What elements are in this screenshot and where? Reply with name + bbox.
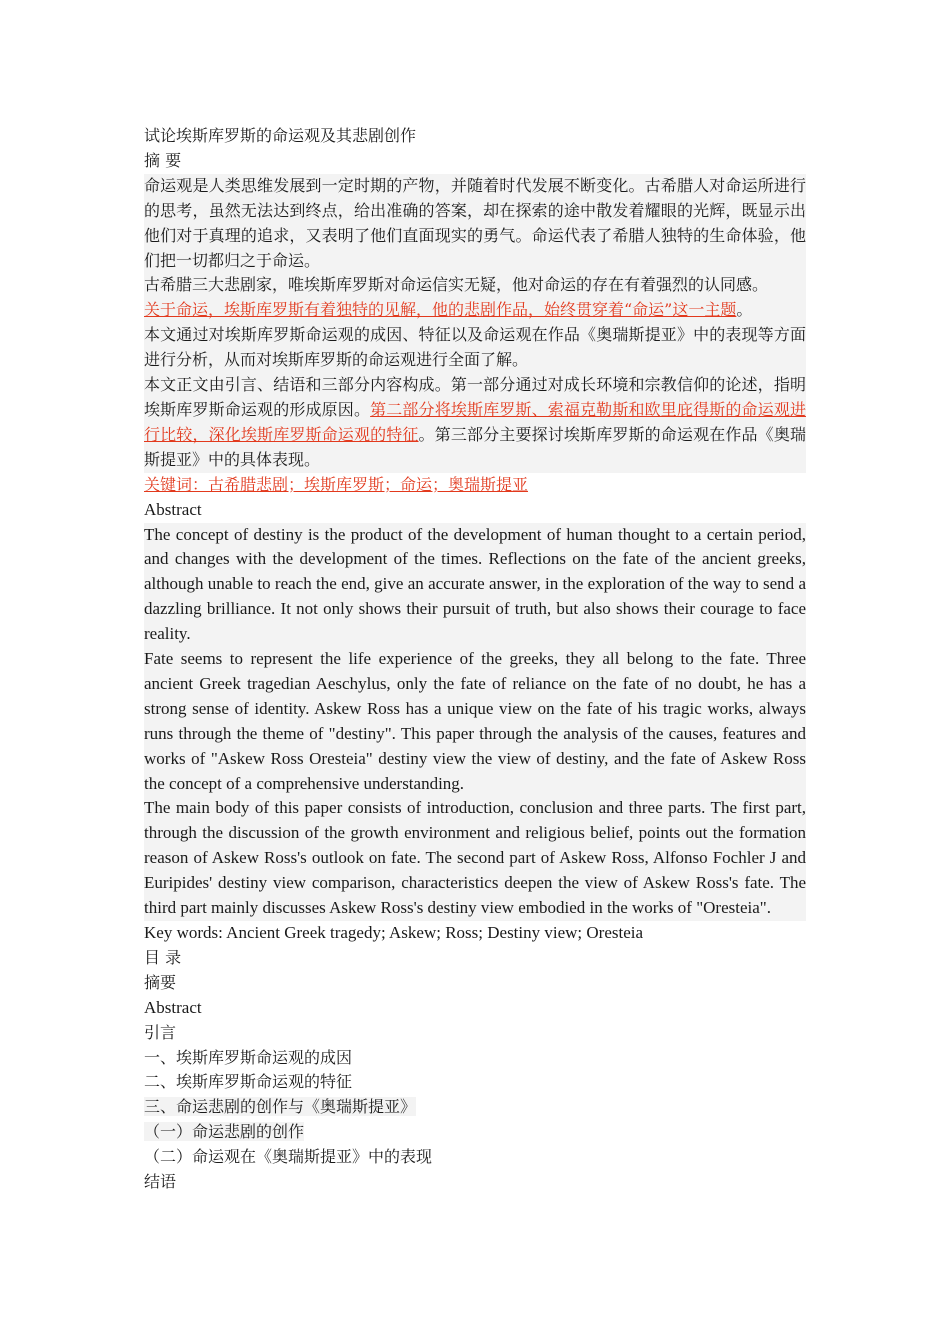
toc-item-section-3 (144, 1095, 806, 1120)
toc-item-section-1: 一、埃斯库罗斯命运观的成因 (144, 1047, 353, 1067)
document-title: 试论埃斯库罗斯的命运观及其悲剧创作 (144, 126, 417, 145)
abstract-heading: 摘 要 (144, 150, 182, 170)
toc-item-abstract-en: Abstract (144, 997, 202, 1017)
toc-item-section-3-1 (144, 1120, 806, 1145)
en-abstract-heading: Abstract (144, 499, 202, 519)
cn-paragraph-2-text: 古希腊三大悲剧家，唯埃斯库罗斯对命运信实无疑，他对命运的存在有着强烈的认同感。 (144, 275, 769, 295)
toc-heading: 目 录 (144, 947, 182, 967)
cn-abstract-paragraph-2 (144, 273, 806, 323)
document-page (144, 124, 806, 1195)
toc-item-section-3-1-text: （一）命运悲剧的创作 (144, 1122, 305, 1142)
cn-paragraph-4-end: 。第三部分主要探讨埃斯库罗斯的命运观在作品《奥瑞斯提亚》中的具体表现。 (144, 424, 806, 469)
cn-keywords (144, 473, 806, 498)
en-abstract-paragraph-1: The concept of destiny is the product of the development of human thought to a certain period, and changes with the development of the times. Reflections on the fate of the ancient greeks, although unable to reach the end, give an accurate answer, in the exploration of the way to send a dazzling brilliance. It not only shows their pursuit of truth, but also shows their courage to face reality. (144, 523, 806, 648)
en-abstract-paragraph-2: Fate seems to represent the life experience of the greeks, they all belong to the fate. Three ancient Greek tragedian Aeschylus, only the fate of reliance on the fate of no doubt, he has a strong sense of identity. Askew Ross has a unique view on the fate of his tragic works, always runs through the theme of "destiny". This paper through the analysis of the causes, features and works of "Askew Ross Oresteia" destiny view the view of destiny, and the fate of Askew Ross the concept of a comprehensive understanding. (144, 647, 806, 796)
cn-paragraph-2-end: 。 (736, 300, 753, 320)
toc-item-conclusion: 结语 (144, 1172, 177, 1192)
cn-paragraph-2-highlight: 关于命运，埃斯库罗斯有着独特的见解，他的悲剧作品，始终贯穿着“命运”这一主题 (144, 300, 737, 320)
toc-item-section-3-2: （二）命运观在《奥瑞斯提亚》中的表现 (144, 1147, 433, 1167)
cn-abstract-paragraph-4 (144, 373, 806, 473)
cn-abstract-paragraph-1: 命运观是人类思维发展到一定时期的产物，并随着时代发展不断变化。古希腊人对命运所进行的思考，虽然无法达到终点，给出准确的答案，却在探索的途中散发着耀眼的光辉，既显示出他们对于真理的追求，又表明了他们直面现实的勇气。命运代表了希腊人独特的生命体验，他们把一切都归之于命运。 (144, 174, 806, 274)
toc-item-section-3-text: 三、命运悲剧的创作与《奥瑞斯提亚》 (144, 1097, 417, 1117)
toc-item-section-2: 二、埃斯库罗斯命运观的特征 (144, 1072, 353, 1092)
toc-item-abstract-cn: 摘要 (144, 972, 177, 992)
cn-keywords-text: 关键词：古希腊悲剧；埃斯库罗斯；命运；奥瑞斯提亚 (144, 474, 529, 494)
cn-paragraph-4-text: 本文正文由引言、结语和三部分内容构成。第一部分通过对成长环境和宗教信仰的论述，指明埃斯库罗斯命运观的形成原因。 (144, 375, 806, 419)
cn-abstract-paragraph-3: 本文通过对埃斯库罗斯命运观的成因、特征以及命运观在作品《奥瑞斯提亚》中的表现等方面进行分析，从而对埃斯库罗斯的命运观进行全面了解。 (144, 323, 806, 373)
cn-paragraph-4-highlight: 第二部分将埃斯库罗斯、索福克勒斯和欧里庇得斯的命运观进行比较，深化埃斯库罗斯命运观的特征 (144, 399, 806, 444)
toc-item-introduction: 引言 (144, 1022, 177, 1042)
en-abstract-paragraph-3: The main body of this paper consists of introduction, conclusion and three parts. The first part, through the discussion of the growth environment and religious belief, points out the formation reason of Askew Ross's outlook on fate. The second part of Askew Ross, Alfonso Fochler J and Euripides' destiny view comparison, characteristics deepen the view of Askew Ross's fate. The third part mainly discusses Askew Ross's destiny view embodied in the works of "Oresteia". (144, 796, 806, 921)
en-keywords: Key words: Ancient Greek tragedy; Askew; Ross; Destiny view; Oresteia (144, 923, 644, 942)
